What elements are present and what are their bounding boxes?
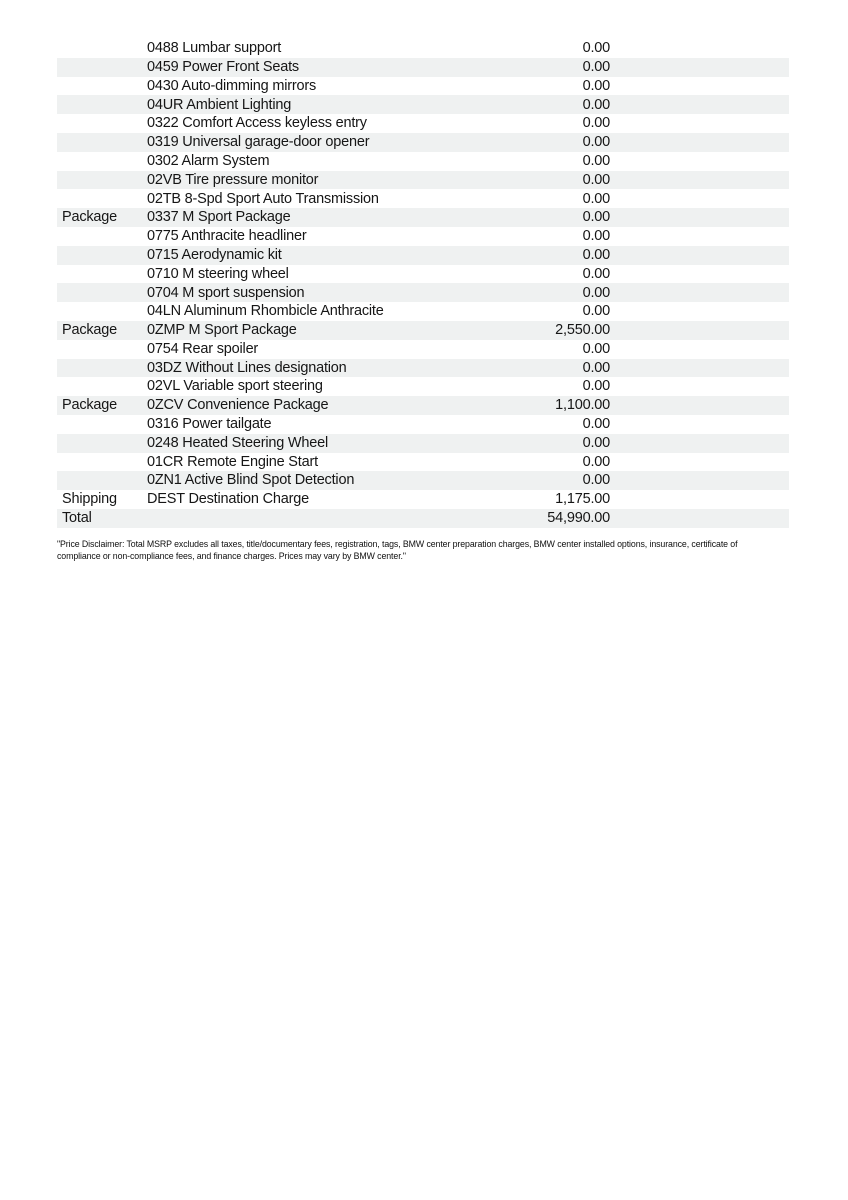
table-row [57, 133, 789, 152]
item-cell: 01CR Remote Engine Start [147, 454, 318, 470]
table-row [57, 227, 789, 246]
item-cell: 0715 Aerodynamic kit [147, 247, 282, 263]
group-cell: Package [62, 210, 118, 225]
table-row [57, 377, 789, 396]
table-row [57, 283, 789, 302]
table-row [57, 453, 789, 472]
price-cell: 0.00 [582, 190, 610, 207]
table-row [57, 246, 789, 265]
group-cell: Total [62, 511, 92, 526]
item-cell: DEST Destination Charge [147, 492, 309, 507]
item-cell: 0459 Power Front Seats [147, 59, 299, 75]
table-row [57, 490, 789, 509]
table-row [57, 208, 789, 227]
item-cell: 0775 Anthracite headliner [147, 229, 307, 244]
item-cell: 02TB 8-Spd Sport Auto Transmission [147, 191, 379, 207]
price-cell: 0.00 [582, 246, 610, 263]
price-cell: 0.00 [582, 40, 610, 57]
price-cell: 0.00 [582, 265, 610, 282]
table-row [57, 471, 789, 490]
item-cell: 0337 M Sport Package [147, 210, 291, 225]
table-row [57, 340, 789, 359]
price-cell: 0.00 [582, 171, 610, 188]
item-cell: 0248 Heated Steering Wheel [147, 435, 329, 451]
price-cell: 0.00 [582, 152, 610, 169]
item-cell: 0322 Comfort Access keyless entry [147, 116, 367, 131]
item-cell: 03DZ Without Lines designation [147, 360, 347, 376]
table-row [57, 171, 789, 190]
table-row [57, 39, 789, 58]
price-cell: 0.00 [582, 77, 610, 94]
price-cell: 0.00 [582, 340, 610, 357]
table-row [57, 321, 789, 340]
price-cell: 1,175.00 [555, 491, 610, 508]
price-disclaimer: "Price Disclaimer: Total MSRP excludes all taxes, title/documentary fees, registration, tags, BMW center preparation charges, BMW center installed options, insurance, certificate of compliance or non-compliance fees, and finance charges. Prices may vary by BMW center." [57, 539, 738, 561]
item-cell: 02VB Tire pressure monitor [147, 172, 319, 188]
table-row [57, 95, 789, 114]
price-cell: 1,100.00 [555, 397, 610, 414]
price-cell: 0.00 [582, 378, 610, 395]
item-cell: 0704 M sport suspension [147, 285, 305, 300]
price-cell: 0.00 [582, 284, 610, 301]
item-cell: 0ZCV Convenience Package [147, 398, 329, 413]
price-cell: 0.00 [582, 134, 610, 151]
table-row [57, 509, 789, 528]
table-row [57, 114, 789, 133]
item-cell: 0316 Power tailgate [147, 417, 272, 432]
price-cell: 0.00 [582, 359, 610, 376]
price-cell: 0.00 [582, 115, 610, 132]
item-cell: 02VL Variable sport steering [147, 379, 323, 394]
group-cell: Package [62, 398, 118, 413]
price-cell: 2,550.00 [555, 322, 610, 339]
price-cell: 0.00 [582, 453, 610, 470]
item-cell: 04UR Ambient Lighting [147, 97, 292, 113]
table-row [57, 396, 789, 415]
table-row [57, 77, 789, 96]
item-cell: 0302 Alarm System [147, 153, 270, 169]
options-table [57, 39, 789, 528]
item-cell: 0488 Lumbar support [147, 41, 282, 56]
table-row [57, 434, 789, 453]
item-cell: 0430 Auto-dimming mirrors [147, 78, 317, 94]
table-row [57, 58, 789, 77]
table-row [57, 302, 789, 321]
item-cell: 0710 M steering wheel [147, 266, 289, 282]
table-row [57, 189, 789, 208]
price-cell: 0.00 [582, 434, 610, 451]
group-cell: Shipping [62, 492, 117, 507]
price-cell: 0.00 [582, 228, 610, 245]
price-cell: 0.00 [582, 416, 610, 433]
item-cell: 0754 Rear spoiler [147, 341, 259, 357]
price-cell: 0.00 [582, 58, 610, 75]
table-row [57, 359, 789, 378]
item-cell: 0319 Universal garage-door opener [147, 135, 370, 150]
price-cell: 0.00 [582, 209, 610, 226]
item-cell: 04LN Aluminum Rhombicle Anthracite [147, 304, 384, 319]
item-cell: 0ZN1 Active Blind Spot Detection [147, 473, 355, 488]
price-cell: 0.00 [582, 303, 610, 320]
table-row [57, 265, 789, 284]
price-cell: 0.00 [582, 472, 610, 489]
table-row [57, 415, 789, 434]
table-row [57, 152, 789, 171]
group-cell: Package [62, 323, 118, 338]
price-cell: 54,990.00 [547, 510, 610, 527]
item-cell: 0ZMP M Sport Package [147, 323, 297, 338]
price-cell: 0.00 [582, 96, 610, 113]
